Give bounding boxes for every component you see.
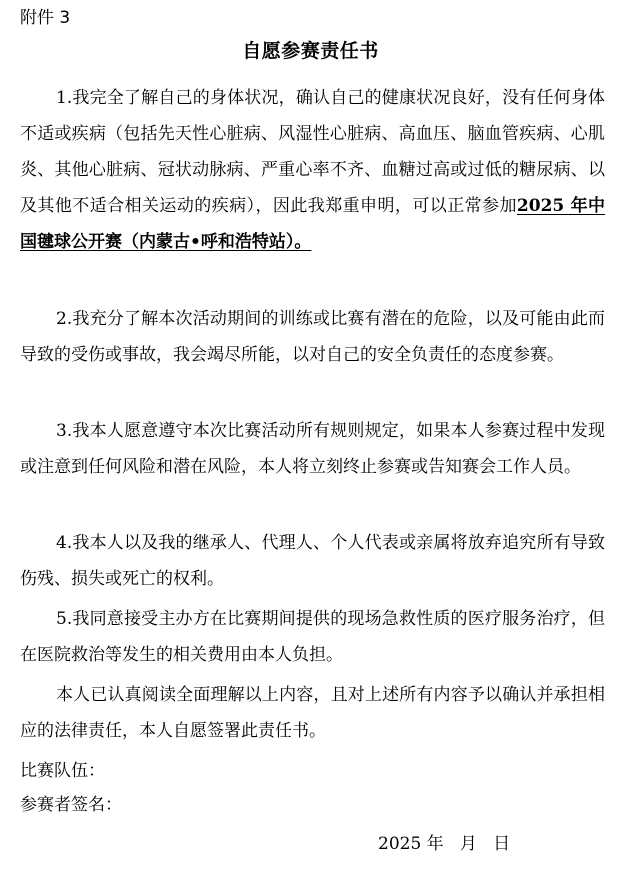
clause-3: 3.我本人愿意遵守本次比赛活动所有规则规定，如果本人参赛过程中发现或注意到任何风险和潜在风险，本人将立刻终止参赛或告知赛会工作人员。 xyxy=(20,421,605,477)
clause-4: 4.我本人以及我的继承人、代理人、个人代表或亲属将放弃追究所有导致伤残、损失或死亡的权利。 xyxy=(20,533,605,589)
clause-1-text: 1.我完全了解自己的身体状况，确认自己的健康状况良好，没有任何身体不适或疾病（包括先天性心脏病、风湿性心脏病、高血压、脑血管疾病、心肌炎、其他心脏病、冠状动脉病、严重心率不齐、血糖过高或过低的糖尿病、以及其他不适合相关运动的疾病），因此我郑重申明，可以正常参加 xyxy=(20,88,605,216)
clause-1 xyxy=(20,80,605,260)
date-line: 2025 年 月 日 xyxy=(378,834,511,854)
clause-2: 2.我充分了解本次活动期间的训练或比赛有潜在的危险，以及可能由此而导致的受伤或事故，我会竭尽所能，以对自己的安全负责任的态度参赛。 xyxy=(20,309,605,365)
clause-5: 5.我同意接受主办方在比赛期间提供的现场急救性质的医疗服务治疗，但在医院救治等发生的相关费用由本人负担。 xyxy=(20,609,605,665)
declaration-paragraph: 本人已认真阅读全面理解以上内容，且对上述所有内容予以确认并承担相应的法律责任，本人自愿签署此责任书。 xyxy=(20,685,605,741)
signature-field-label: 参赛者签名： xyxy=(20,795,122,815)
team-field-label: 比赛队伍： xyxy=(20,761,105,781)
attachment-label: 附件 3 xyxy=(20,8,71,28)
document-title: 自愿参赛责任书 xyxy=(242,40,379,62)
event-name: 2025 年中国毽球公开赛（内蒙古•呼和浩特站）。 xyxy=(20,196,606,252)
